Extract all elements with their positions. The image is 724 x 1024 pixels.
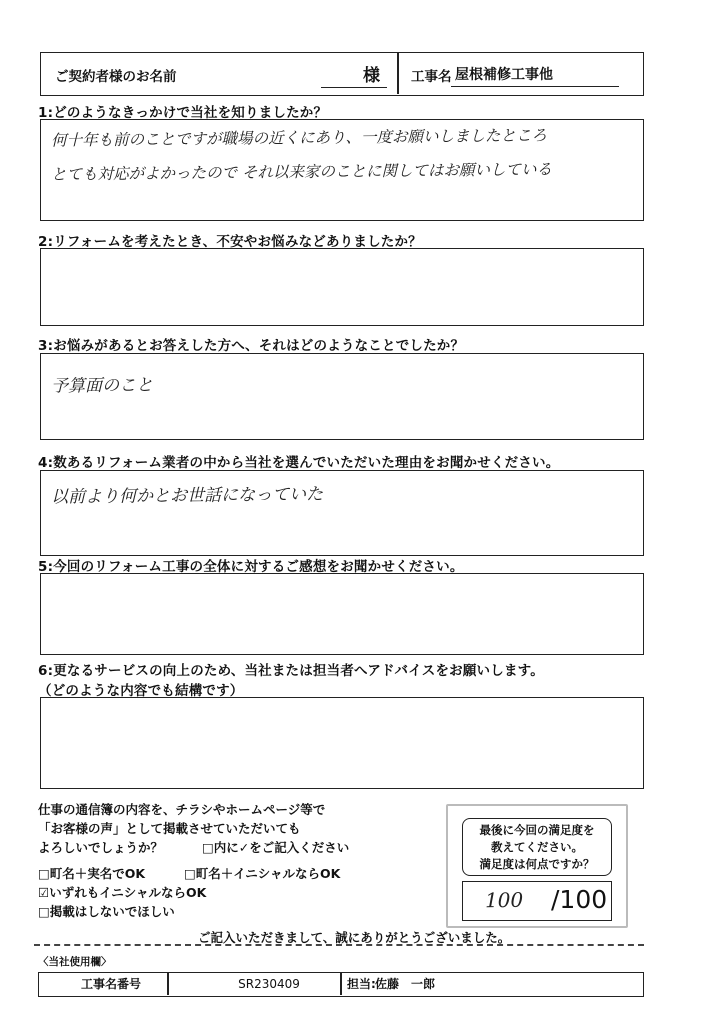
publish-line-2: 「お客様の声」として掲載させていただいても	[38, 821, 301, 836]
work-name-underline	[451, 86, 619, 87]
work-number-label: 工事名番号	[80, 977, 141, 991]
thanks-message: ご記入いただきまして、誠にありがとうございました。	[198, 930, 511, 945]
publish-line-3: よろしいでしょうか？	[38, 840, 164, 855]
satisfaction-line-3: 満足度は何点ですか？	[479, 857, 595, 871]
work-name-value: 屋根補修工事他	[455, 67, 553, 83]
question-5-label: 5:今回のリフォーム工事の全体に対するご感想をお聞かせください。	[38, 559, 464, 575]
answer-1-box	[40, 119, 644, 221]
work-number-value: SR230409	[238, 977, 300, 991]
question-3-label: 3:お悩みがあるとお答えした方へ、それはどのようなことでしたか？	[38, 338, 465, 354]
office-use-table	[38, 972, 644, 997]
answer-4-box	[40, 470, 644, 556]
satisfaction-score-box	[462, 881, 612, 921]
name-underline	[321, 87, 387, 88]
option-no-publish[interactable]: □掲載はしないでほしい	[38, 904, 175, 919]
option-town-realname[interactable]: □町名＋実名でOK	[38, 866, 146, 881]
answer-2-box	[40, 248, 644, 326]
satisfaction-score: 100	[484, 887, 524, 913]
answer-3-box	[40, 353, 644, 440]
satisfaction-line-2: 教えてください。	[491, 840, 583, 854]
answer-6-box	[40, 697, 644, 789]
answer-5-box	[40, 573, 644, 655]
office-use-label: 〈当社使用欄〉	[38, 956, 112, 968]
office-divider-1	[167, 973, 169, 995]
answer-1-line-1: 何十年も前のことですが職場の近くにあり、一度お願いしましたところ	[50, 126, 548, 150]
option-all-initials[interactable]: ☑いずれもイニシャルならOK	[38, 885, 207, 900]
question-1-label: 1:どのようなきっかけで当社を知りましたか？	[38, 105, 328, 121]
question-6-label: 6:更なるサービスの向上のため、当社または担当者へアドバイスをお願いします。	[38, 663, 544, 679]
answer-1-line-2: とても対応がよかったので それ以来家のことに関してはお願いしている	[50, 160, 553, 184]
option-town-initials[interactable]: □町名＋イニシャルならOK	[184, 866, 341, 881]
cut-line	[34, 944, 644, 946]
answer-4-line-1: 以前より何かとお世話になっていた	[50, 484, 324, 508]
publish-check-note: □内に✓をご記入ください	[202, 840, 350, 855]
satisfaction-max: /100	[551, 885, 608, 914]
satisfaction-line-1: 最後に今回の満足度を	[479, 823, 595, 837]
work-name-label: 工事名	[411, 69, 452, 85]
staff-value: 佐藤 一郎	[375, 977, 436, 991]
customer-name-label: ご契約者様のお名前	[55, 69, 177, 85]
satisfaction-panel	[446, 804, 628, 928]
answer-3-line-1: 予算面のこと	[50, 375, 154, 397]
staff-label: 担当:	[347, 977, 376, 991]
satisfaction-question-box	[462, 818, 612, 876]
header-divider	[397, 53, 399, 94]
header-box	[40, 52, 644, 96]
office-divider-2	[340, 973, 342, 995]
question-4-label: 4:数あるリフォーム業者の中から当社を選んでいただいた理由をお聞かせください。	[38, 455, 560, 471]
sama-label: 様	[363, 66, 380, 86]
question-2-label: 2:リフォームを考えたとき、不安やお悩みなどありましたか？	[38, 234, 422, 250]
publish-line-1: 仕事の通信簿の内容を、チラシやホームページ等で	[38, 802, 326, 817]
question-6-sublabel: （どのような内容でも結構です）	[38, 683, 244, 699]
